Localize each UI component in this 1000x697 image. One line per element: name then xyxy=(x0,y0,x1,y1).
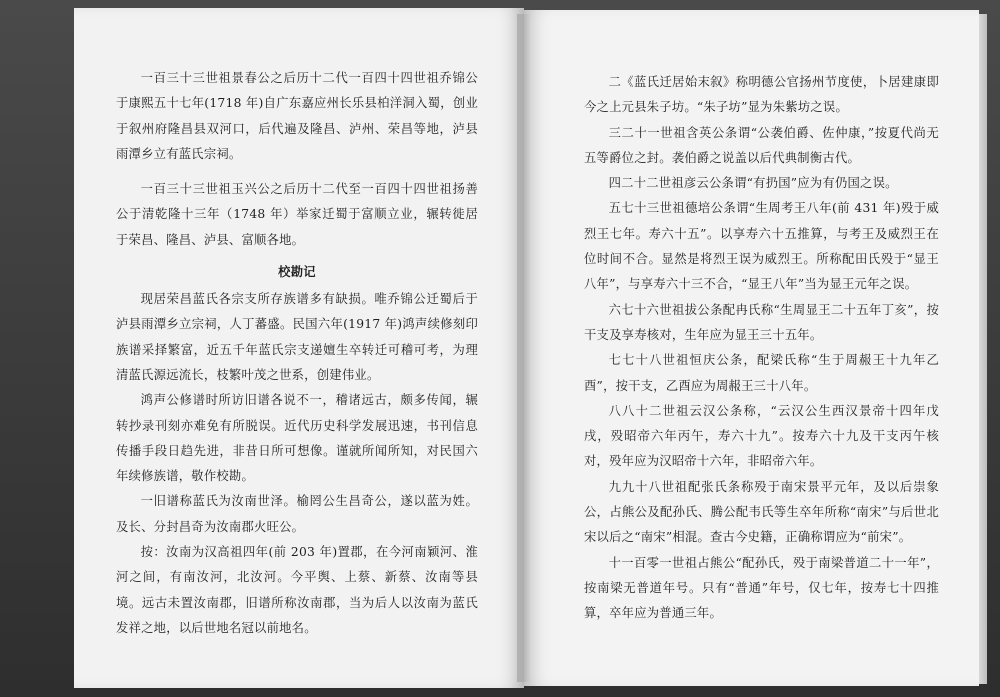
paragraph: 二《蓝氏迁居始末叙》称明德公官扬州节度使，卜居建康即今之上元县朱子坊。“朱子坊”显为朱紫坊之误。 xyxy=(584,75,939,115)
paragraph: 三二十一世祖含英公条谓“公袭伯爵、佐仲康，”按夏代尚无五等爵位之封。袭伯爵之说盖以后代典制衡古代。 xyxy=(584,125,939,165)
section-heading: 校勘记 xyxy=(278,264,316,280)
paragraph: 五七十三世祖德培公条谓“生周考王八年(前 431 年)殁于威烈王七年。寿六十五”。以享寿六十五推算，与考王及威烈王在位时间不合。显然是将烈王误为威烈王。所称配田氏殁于“显王八年”，与享寿六十三不合，“显王八年”当为显王元年之误。 xyxy=(584,201,939,292)
paragraph: 一百三十三世祖玉兴公之后历十二代至一百四十四世祖扬善公于清乾隆十三年（1748 年）举家迁蜀于富顺立业，辗转徙居于荣昌、隆昌、泸县、富顺各地。 xyxy=(116,182,478,247)
page-stack-edge xyxy=(979,14,987,684)
paragraph: 八八十二世祖云汉公条称，“云汉公生西汉景帝十四年戊戌，殁昭帝六年丙午，寿六十九”。按寿六十九及干支丙午核对，殁年应为汉昭帝十六年，非昭帝六年。 xyxy=(584,403,939,469)
paragraph: 一旧谱称蓝氏为汝南世泽。榆罔公生昌奇公，遂以蓝为姓。及长、分封昌奇为汝南郡火旺公。 xyxy=(116,494,478,534)
paragraph: 七七十八世祖恒庆公条，配梁氏称“生于周赧王十九年乙酉”，按干支，乙酉应为周赧王三十八年。 xyxy=(584,353,939,393)
paragraph: 十一百零一世祖占熊公“配孙氏，殁于南梁普道二十一年”，按南梁无普道年号。只有“普通”年号，仅七年，按寿七十四推算，卒年应为普通三年。 xyxy=(584,555,939,621)
paragraph: 一百三十三世祖景春公之后历十二代一百四十四世祖乔锦公于康熙五十七年(1718 年)自广东嘉应州长乐县柏洋洞入蜀，创业于叙州府隆昌县双河口，后代遍及隆昌、泸州、荣昌等地，泸县雨潭乡立有蓝氏宗祠。 xyxy=(116,71,478,161)
paragraph: 鸿声公修谱时所访旧谱各说不一，稽诸远古，颇多传闻，辗转抄录刊刻亦难免有所脱误。近代历史科学发展迅速，书刊信息传播手段日趋先进，非昔日所可想像。谨就所闻所知，对民国六年续修族谱，敬作校勘。 xyxy=(116,393,478,484)
left-page-text xyxy=(116,66,478,641)
paragraph: 六七十六世祖拔公条配冉氏称“生周显王二十五年丁亥”，按干支及享寿核对，生年应为显王三十五年。 xyxy=(584,302,939,342)
book-fold xyxy=(517,14,531,682)
paragraph: 现居荣昌蓝氏各宗支所存族谱多有缺损。唯乔锦公迁蜀后于泸县雨潭乡立宗祠，人丁蕃盛。民国六年(1917 年)鸿声续修刻印族谱采择繁富，近五千年蓝氏宗支递嬗生卒转迁可稽可考，为理清蓝氏源远流长，枝繁叶茂之世系，创建伟业。 xyxy=(116,292,478,382)
right-page xyxy=(524,10,979,686)
right-page-text xyxy=(584,70,939,627)
paragraph: 四二十二世祖彦云公条谓“有扔国”应为有仍国之误。 xyxy=(608,176,898,191)
left-page xyxy=(74,8,524,688)
paragraph: 按：汝南为汉高祖四年(前 203 年)置郡，在今河南颖河、淮河之间，有南汝河，北汝河。今平舆、上蔡、新蔡、汝南等县境。远古未置汝南郡，旧谱所称汝南郡，当为后人以汝南为蓝氏发祥之地，以后世地名冠以前地名。 xyxy=(116,545,478,635)
paragraph: 九九十八世祖配张氏条称殁于南宋景平元年，及以后崇象公，占熊公及配孙氏、腾公配韦氏等生卒年所称“南宋”与后世北宋以后之“南宋”相混。查古今史籍，正确称谓应为“前宋”。 xyxy=(584,479,939,545)
